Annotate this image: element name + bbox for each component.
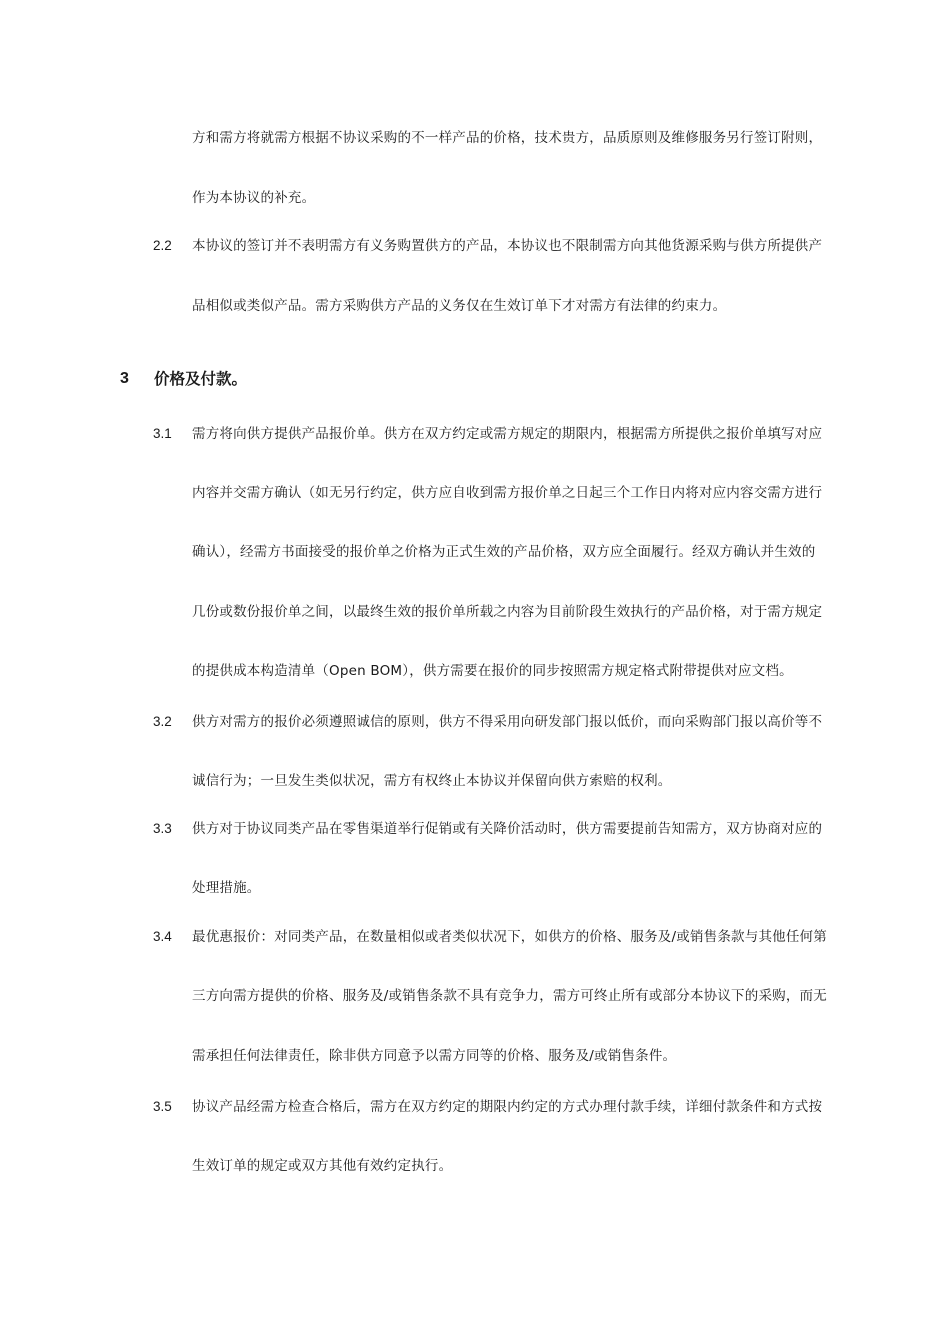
clause-3-1-line-4: 几份或数份报价单之间，以最终生效的报价单所载之内容为目前阶段生效执行的产品价格，对于需方规定 bbox=[192, 604, 823, 620]
clause-3-4-line-3: 需承担任何法律责任，除非供方同意予以需方同等的价格、服务及/或销售条件。 bbox=[192, 1048, 677, 1064]
clause-3-2-line-2: 诚信行为；一旦发生类似状况，需方有权终止本协议并保留向供方索赔的权利。 bbox=[192, 773, 672, 789]
clause-number-3-3: 3.3 bbox=[153, 821, 172, 836]
section-number-3: 3 bbox=[120, 370, 129, 387]
clause-2-2-line-2: 品相似或类似产品。需方采购供方产品的义务仅在生效订单下才对需方有法律的约束力。 bbox=[192, 298, 727, 314]
clause-3-3-line-2: 处理措施。 bbox=[192, 880, 261, 896]
section-title-3: 价格及付款。 bbox=[154, 370, 248, 388]
clause-number-3-5: 3.5 bbox=[153, 1099, 172, 1114]
clause-3-1-line-2: 内容并交需方确认（如无另行约定，供方应自收到需方报价单之日起三个工作日内将对应内容交需方进行 bbox=[192, 485, 823, 501]
intro-line-2: 作为本协议的补充。 bbox=[192, 190, 316, 206]
clause-3-1-line-5: 的提供成本构造清单（Open BOM），供方需要在报价的同步按照需方规定格式附带提供对应文档。 bbox=[192, 663, 793, 679]
clause-3-1-line-3: 确认），经需方书面接受的报价单之价格为正式生效的产品价格，双方应全面履行。经双方确认并生效的 bbox=[192, 544, 816, 560]
clause-number-3-4: 3.4 bbox=[153, 929, 172, 944]
clause-3-5-line-1: 协议产品经需方检查合格后，需方在双方约定的期限内约定的方式办理付款手续，详细付款条件和方式按 bbox=[192, 1099, 823, 1115]
clause-3-4-line-2: 三方向需方提供的价格、服务及/或销售条款不具有竞争力，需方可终止所有或部分本协议下的采购，而无 bbox=[192, 988, 827, 1004]
clause-3-2-line-1: 供方对需方的报价必须遵照诚信的原则，供方不得采用向研发部门报以低价，而向采购部门报以高价等不 bbox=[192, 714, 823, 730]
clause-2-2-line-1: 本协议的签订并不表明需方有义务购置供方的产品，本协议也不限制需方向其他货源采购与供方所提供产 bbox=[192, 238, 823, 254]
clause-3-1-line-1: 需方将向供方提供产品报价单。供方在双方约定或需方规定的期限内，根据需方所提供之报价单填写对应 bbox=[192, 426, 823, 442]
clause-number-3-1: 3.1 bbox=[153, 426, 172, 441]
clause-3-3-line-1: 供方对于协议同类产品在零售渠道举行促销或有关降价活动时，供方需要提前告知需方，双方协商对应的 bbox=[192, 821, 823, 837]
clause-3-5-line-2: 生效订单的规定或双方其他有效约定执行。 bbox=[192, 1158, 453, 1174]
clause-number-3-2: 3.2 bbox=[153, 714, 172, 729]
clause-3-4-line-1: 最优惠报价：对同类产品，在数量相似或者类似状况下，如供方的价格、服务及/或销售条款与其他任何第 bbox=[192, 929, 827, 945]
intro-line-1: 方和需方将就需方根据不协议采购的不一样产品的价格，技术贵方，品质原则及维修服务另行签订附则， bbox=[192, 130, 823, 146]
clause-number-2-2: 2.2 bbox=[153, 238, 172, 253]
